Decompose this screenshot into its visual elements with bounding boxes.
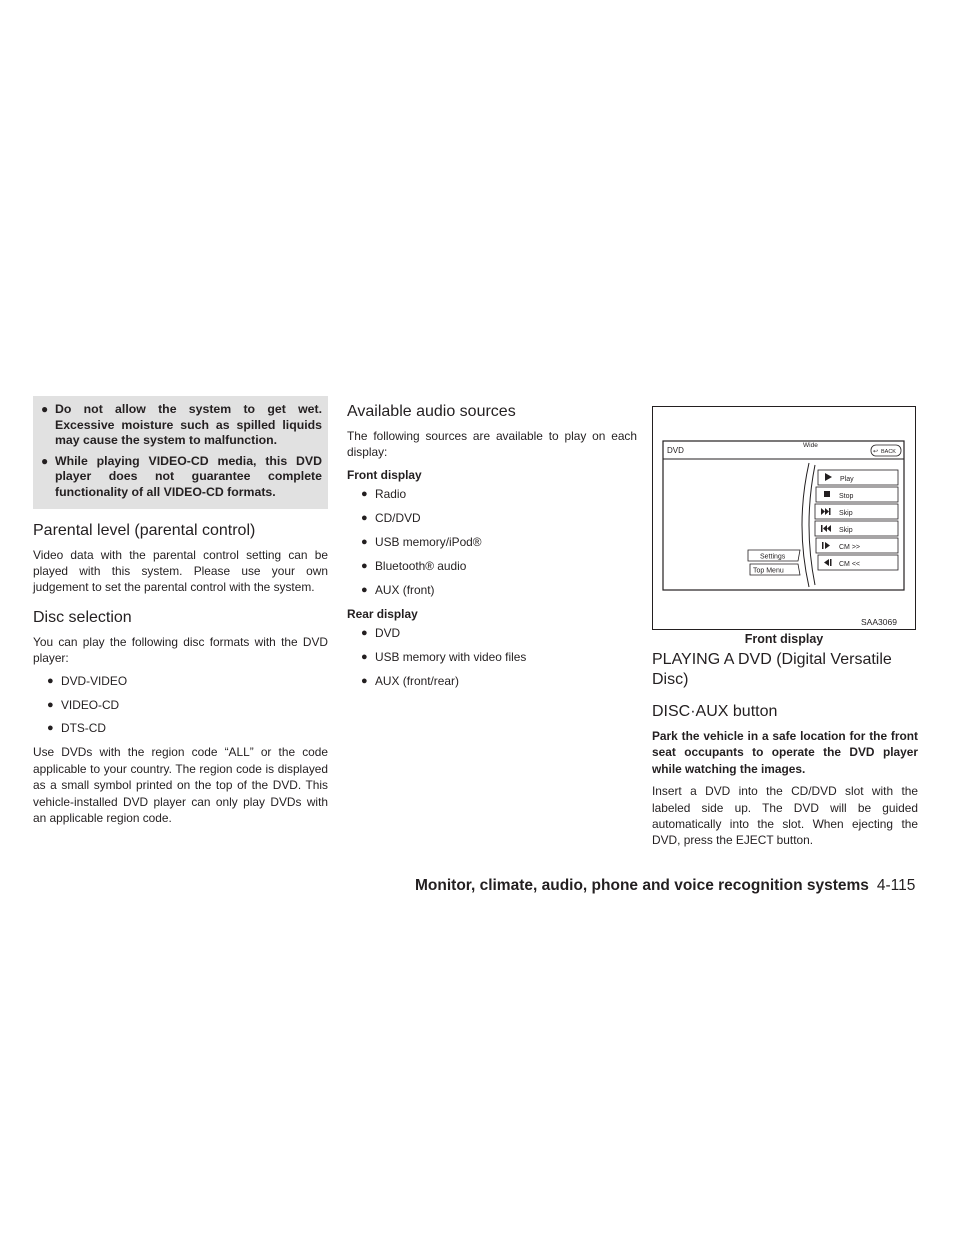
list-item xyxy=(47,720,328,736)
rear-sources-list xyxy=(347,625,637,689)
warning-item xyxy=(41,454,322,501)
menu-row-play[interactable] xyxy=(818,470,898,485)
list-item xyxy=(361,649,637,665)
list-item-text: USB memory with video files xyxy=(375,650,527,665)
region-code-text: Use DVDs with the region code “ALL” or the code applicable to your country. The region code is displayed as a small symbol printed on the top of the DVD. This vehicle-installed DVD player can only play DVDs with an applicable region code. xyxy=(33,745,328,825)
disc-selection-heading: Disc selection xyxy=(33,608,132,626)
list-item-text: Radio xyxy=(375,487,407,502)
bullet-icon: ● xyxy=(47,698,54,711)
menu-label: Skip xyxy=(839,510,853,517)
list-item-text: CD/DVD xyxy=(375,511,421,526)
menu-label: CM << xyxy=(839,561,861,568)
warning-box xyxy=(33,396,328,509)
list-item xyxy=(361,582,637,598)
screen-title: DVD xyxy=(667,446,684,455)
disc-format-list xyxy=(33,673,328,737)
bullet-icon: ● xyxy=(361,674,368,687)
page-number: 4-115 xyxy=(876,877,916,894)
back-label: BACK xyxy=(881,449,896,455)
list-item xyxy=(361,558,637,574)
menu-row-cm-back[interactable] xyxy=(818,555,898,570)
front-display-figure xyxy=(652,406,916,630)
left-column xyxy=(33,396,328,832)
warning-text: Do not allow the system to get wet. Excessive moisture such as spilled liquids may cause the system to malfunction. xyxy=(55,402,322,448)
skip-back-icon xyxy=(821,525,823,532)
warning-text: While playing VIDEO-CD media, this DVD player does not guarantee complete functionality of all VIDEO-CD formats. xyxy=(55,453,322,499)
list-item xyxy=(47,673,328,689)
front-display-label: Front display xyxy=(347,467,422,482)
list-item xyxy=(361,534,637,550)
top-menu-label: Top Menu xyxy=(753,567,784,575)
list-item xyxy=(361,625,637,641)
menu-row-cm-forward[interactable] xyxy=(816,538,898,553)
audio-sources-intro: The following sources are available to play on each display: xyxy=(347,429,637,460)
list-item-text: Bluetooth® audio xyxy=(375,558,467,573)
menu-label: Play xyxy=(840,476,854,483)
menu-row-skip-forward[interactable] xyxy=(815,504,898,519)
stop-icon xyxy=(824,491,830,497)
rear-display-label: Rear display xyxy=(347,606,418,621)
safety-note: Park the vehicle in a safe location for the front seat occupants to operate the DVD player while watching the images. xyxy=(652,729,918,776)
list-item xyxy=(47,697,328,713)
parental-heading: Parental level (parental control) xyxy=(33,521,256,539)
bullet-icon: ● xyxy=(361,627,368,640)
front-sources-list xyxy=(347,486,637,598)
list-item-text: VIDEO-CD xyxy=(61,697,120,712)
list-item-text: USB memory/iPod® xyxy=(375,535,482,550)
menu-label: Stop xyxy=(839,493,854,500)
settings-button[interactable] xyxy=(748,550,800,561)
audio-sources-heading: Available audio sources xyxy=(347,403,516,420)
menu-label: Skip xyxy=(839,527,853,534)
top-menu-button[interactable] xyxy=(750,564,800,575)
bullet-icon: ● xyxy=(41,453,49,468)
settings-label: Settings xyxy=(760,553,786,561)
bullet-icon: ● xyxy=(361,559,368,572)
menu-label: CM >> xyxy=(839,544,861,551)
insert-dvd-text: Insert a DVD into the CD/DVD slot with the labeled side up. The DVD will be guided automatically into the slot. When ejecting the DVD, press the EJECT button. xyxy=(652,784,918,848)
menu-row-skip-back[interactable] xyxy=(815,521,898,536)
right-column xyxy=(652,640,918,855)
list-item xyxy=(361,510,637,526)
disc-aux-heading: DISC·AUX button xyxy=(652,703,778,720)
section-title: Monitor, climate, audio, phone and voice recognition systems xyxy=(415,877,869,894)
bullet-icon: ● xyxy=(361,583,368,596)
figure-code: SAA3069 xyxy=(861,617,897,627)
bullet-icon: ● xyxy=(361,536,368,549)
bullet-icon: ● xyxy=(361,488,368,501)
playing-dvd-heading: PLAYING A DVD (Digital Versatile Disc) xyxy=(652,651,892,688)
menu-row-stop[interactable] xyxy=(816,487,898,502)
list-item xyxy=(361,673,637,689)
dvd-screen-illustration xyxy=(653,407,915,629)
disc-intro: You can play the following disc formats with the DVD player: xyxy=(33,634,328,666)
list-item-text: DTS-CD xyxy=(61,721,106,736)
page-footer xyxy=(415,877,915,895)
figure-caption: Front display xyxy=(744,632,824,646)
step-forward-icon xyxy=(822,542,824,549)
bullet-icon: ● xyxy=(361,512,368,525)
parental-text: Video data with the parental control setting can be played with this system. Please use your own judgement to set the parental control with the system. xyxy=(33,547,328,595)
warning-item xyxy=(41,402,322,449)
list-item-text: DVD xyxy=(375,626,401,641)
list-item-text: AUX (front/rear) xyxy=(375,673,459,688)
bullet-icon: ● xyxy=(41,402,49,416)
middle-column xyxy=(347,396,637,697)
bullet-icon: ● xyxy=(47,722,54,735)
bullet-icon: ● xyxy=(361,651,368,664)
bullet-icon: ● xyxy=(47,674,54,687)
back-arrow-icon: ↩ xyxy=(873,449,879,455)
list-item-text: DVD-VIDEO xyxy=(61,673,128,688)
list-item-text: AUX (front) xyxy=(375,582,435,597)
list-item xyxy=(361,486,637,502)
wide-label: Wide xyxy=(803,442,818,449)
